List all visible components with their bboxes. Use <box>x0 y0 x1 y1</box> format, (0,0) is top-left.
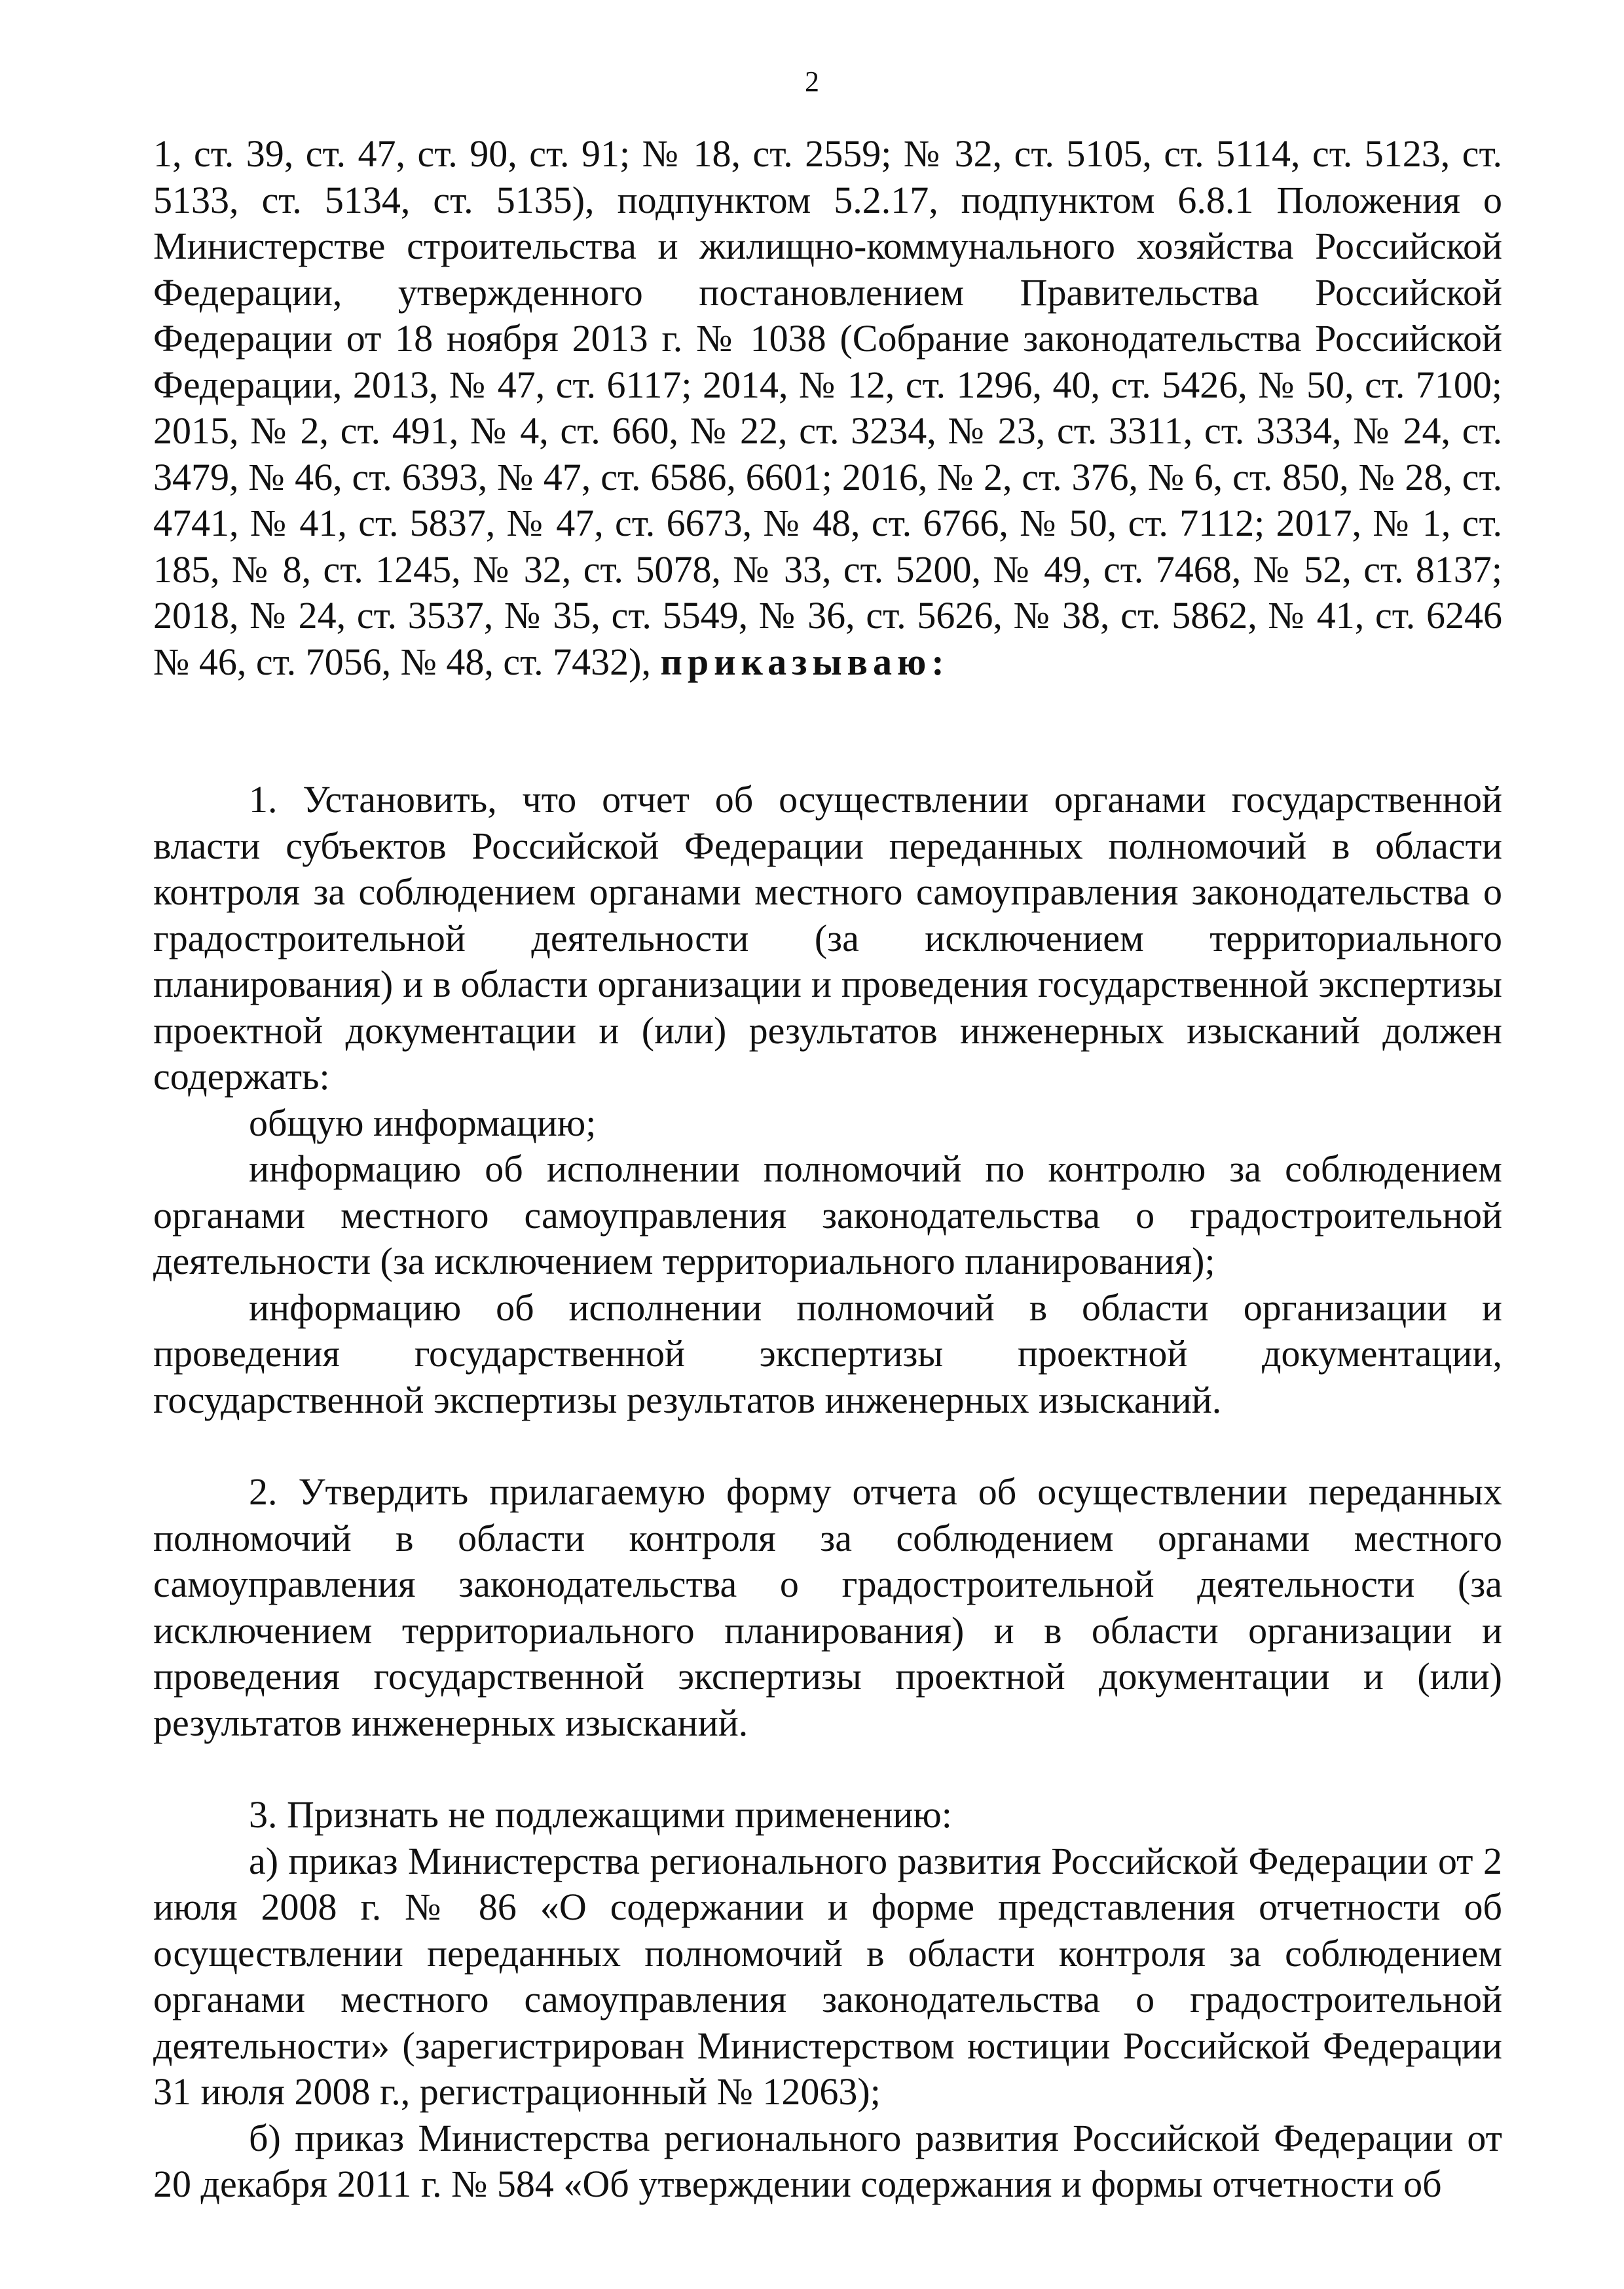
page-number: 2 <box>805 65 819 98</box>
item-1-bullet-control: информацию об исполнении полномочий по контролю за соблюдением органами местного самоуправления законодательства о градостроительной деятельности (за исключением территориального планирования); <box>153 1147 1502 1282</box>
item-3-subitem-b: б) приказ Министерства регионального развития Российской Федерации от 20 декабря 2011 г. № 584 «Об утверждении содержания и формы отчетности об <box>153 2116 1502 2205</box>
item-1-bullet-expertise: информацию об исполнении полномочий в области организации и проведения государственной экспертизы проектной документации, государственной экспертизы результатов инженерных изысканий. <box>153 1286 1502 1421</box>
intro-text: 1, ст. 39, ст. 47, ст. 90, ст. 91; № 18, ст. 2559; № 32, ст. 5105, ст. 5114, ст. 5123, ст. 5133, ст. 5134, ст. 5135), подпунктом 5.2.17, подпунктом 6.8.1 Положения о Министерстве строительства и жилищно-коммунального хозяйства Российской Федерации, утвержденного постановлением Правительства Российской Федерации от 18 ноября 2013 г. № 1038 (Собрание законодательства Российской Федерации, 2013, № 47, ст. 6117; 2014, № 12, ст. 1296, 40, ст. 5426, № 50, ст. 7100; 2015, № 2, ст. 491, № 4, ст. 660, № 22, ст. 3234, № 23, ст. 3311, ст. 3334, № 24, ст. 3479, № 46, ст. 6393, № 47, ст. 6586, 6601; 2016, № 2, ст. 376, № 6, ст. 850, № 28, ст. 4741, № 41, ст. 5837, № 47, ст. 6673, № 48, ст. 6766, № 50, ст. 7112; 2017, № 1, ст. 185, № 8, ст. 1245, № 32, ст. 5078, № 33, ст. 5200, № 49, ст. 7468, № 52, ст. 8137; 2018, № 24, ст. 3537, № 35, ст. 5549, № 36, ст. 5626, № 38, ст. 5862, № 41, ст. 6246 № 46, ст. 7056, № 48, ст. 7432), <box>153 132 1502 683</box>
item-3-subitem-a: а) приказ Министерства регионального развития Российской Федерации от 2 июля 2008 г. № 86 «О содержании и форме представления отчетности об осуществлении переданных полномочий в области контроля за соблюдением органами местного самоуправления законодательства о градостроительной деятельности» (зарегистрирован Министерством юстиции Российской Федерации 31 июля 2008 г., регистрационный № 12063); <box>153 1839 1502 2113</box>
item-1-bullet-general: общую информацию; <box>249 1101 597 1144</box>
decree-word: приказываю: <box>660 640 950 683</box>
item-2-text: 2. Утвердить прилагаемую форму отчета об осуществлении переданных полномочий в области контроля за соблюдением органами местного самоуправления законодательства о градостроительной деятельности (за исключением территориального планирования) и в области организации и проведения государственной экспертизы проектной документации и (или) результатов инженерных изысканий. <box>153 1470 1502 1744</box>
item-3-text: 3. Признать не подлежащими применению: <box>249 1793 952 1836</box>
item-1-text: 1. Установить, что отчет об осуществлении органами государственной власти субъектов Российской Федерации переданных полномочий в области контроля за соблюдением органами местного самоуправления законодательства о градостроительной деятельности (за исключением территориального планирования) и в области организации и проведения государственной экспертизы проектной документации и (или) результатов инженерных изысканий должен содержать: <box>153 778 1502 1098</box>
intro-paragraph <box>153 131 1502 685</box>
document-body <box>153 131 1502 2208</box>
